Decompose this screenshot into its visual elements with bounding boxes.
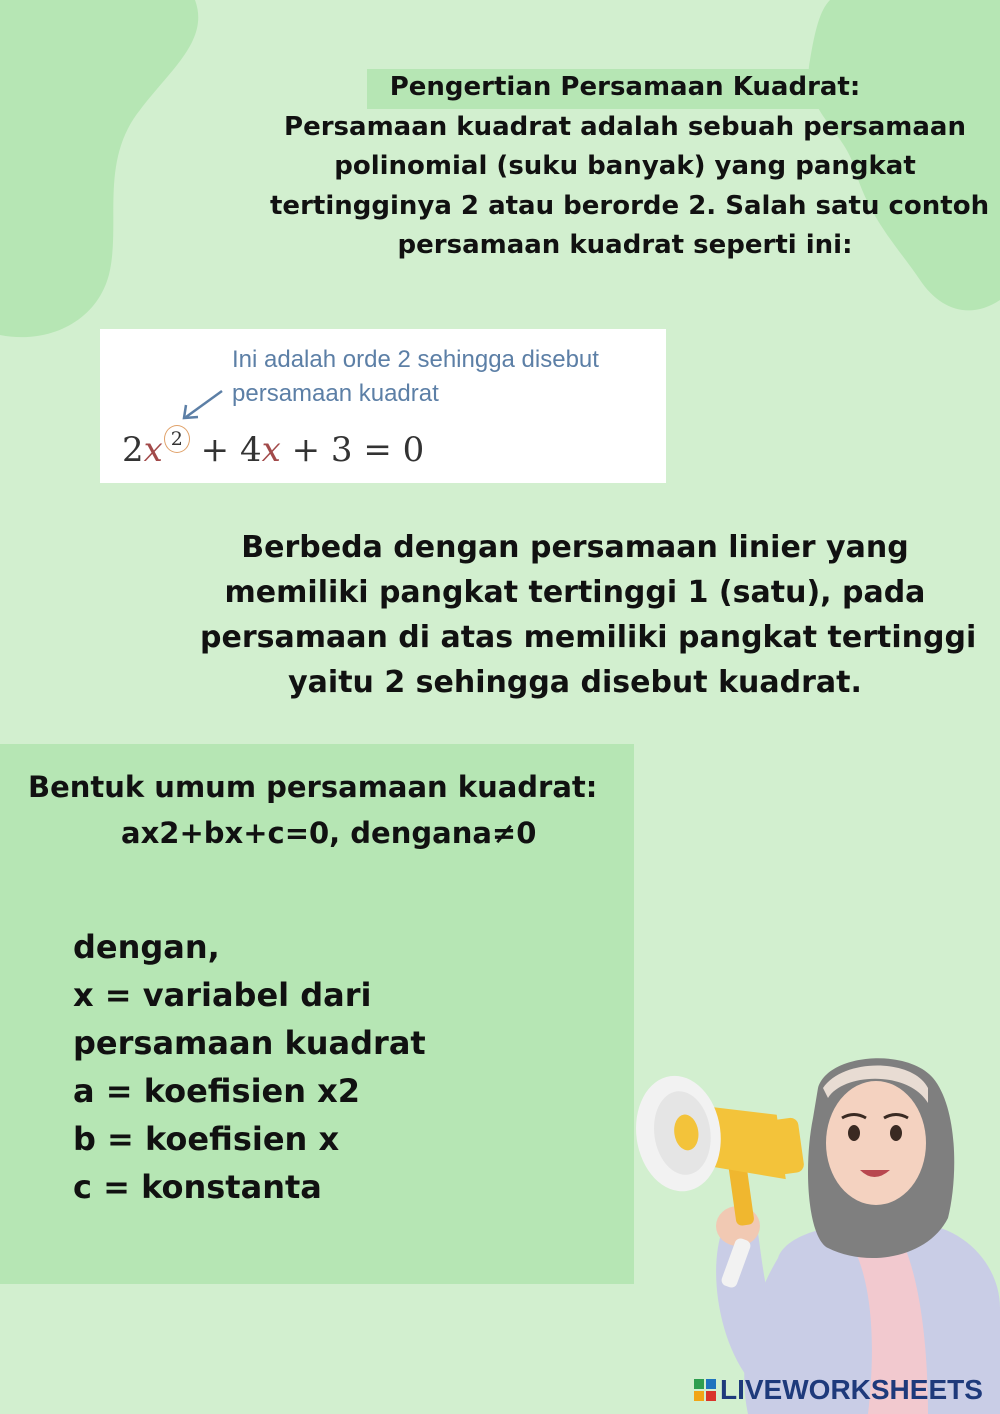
exponent-circled: 2 [164, 425, 190, 453]
megaphone-woman-illustration [628, 1048, 1000, 1414]
legend-line: dengan, [73, 928, 220, 966]
variable-x: x [143, 430, 163, 470]
intro-line: persamaan kuadrat seperti ini: [397, 230, 853, 260]
explanation-line: yaitu 2 sehingga disebut kuadrat. [288, 665, 862, 700]
explanation-line: persamaan di atas memiliki pangkat tertinggi [200, 620, 977, 655]
intro-section [270, 68, 990, 266]
logo-text: LIVEWORKSHEETS [720, 1374, 983, 1405]
example-image [100, 329, 666, 483]
legend-line: persamaan kuadrat [73, 1024, 426, 1062]
explanation-line: memiliki pangkat tertinggi 1 (satu), pada [224, 575, 926, 610]
coefficient-b: 4 [239, 430, 262, 470]
constant: 3 [330, 430, 353, 470]
plus-sign: + [200, 430, 230, 470]
legend-line: x = variabel dari [73, 976, 372, 1014]
variable-x: x [261, 430, 281, 470]
logo-grid-icon [694, 1379, 716, 1401]
explanation-line: Berbeda dengan persamaan linier yang [241, 530, 909, 565]
explanation-paragraph [200, 525, 977, 705]
variable-legend [73, 923, 426, 1211]
general-form-title: Bentuk umum persamaan kuadrat: [28, 770, 598, 804]
intro-line: Persamaan kuadrat adalah sebuah persamaan [284, 111, 966, 142]
intro-line: tertingginya 2 atau berorde 2. Salah satu contoh [270, 190, 990, 221]
background-blob-left [0, 0, 230, 340]
legend-line: c = konstanta [73, 1168, 322, 1206]
arrow-icon [178, 387, 228, 423]
intro-title: Pengertian Persamaan Kuadrat: [389, 72, 861, 102]
general-form-formula: ax2+bx+c=0, dengana≠0 [121, 816, 537, 850]
legend-line: a = koefisien x2 [73, 1072, 361, 1110]
intro-line: polinomial (suku banyak) yang pangkat [334, 151, 916, 181]
order-annotation [232, 343, 662, 411]
legend-line: b = koefisien x [73, 1120, 340, 1158]
example-equation [122, 425, 424, 470]
coefficient-a: 2 [122, 430, 144, 470]
annotation-line: persamaan kuadrat [232, 380, 439, 407]
liveworksheets-logo [694, 1374, 983, 1406]
equals-sign: = [363, 430, 392, 470]
plus-sign: + [291, 430, 321, 470]
annotation-line: Ini adalah orde 2 sehingga disebut [232, 346, 599, 373]
right-hand-side: 0 [402, 430, 425, 470]
